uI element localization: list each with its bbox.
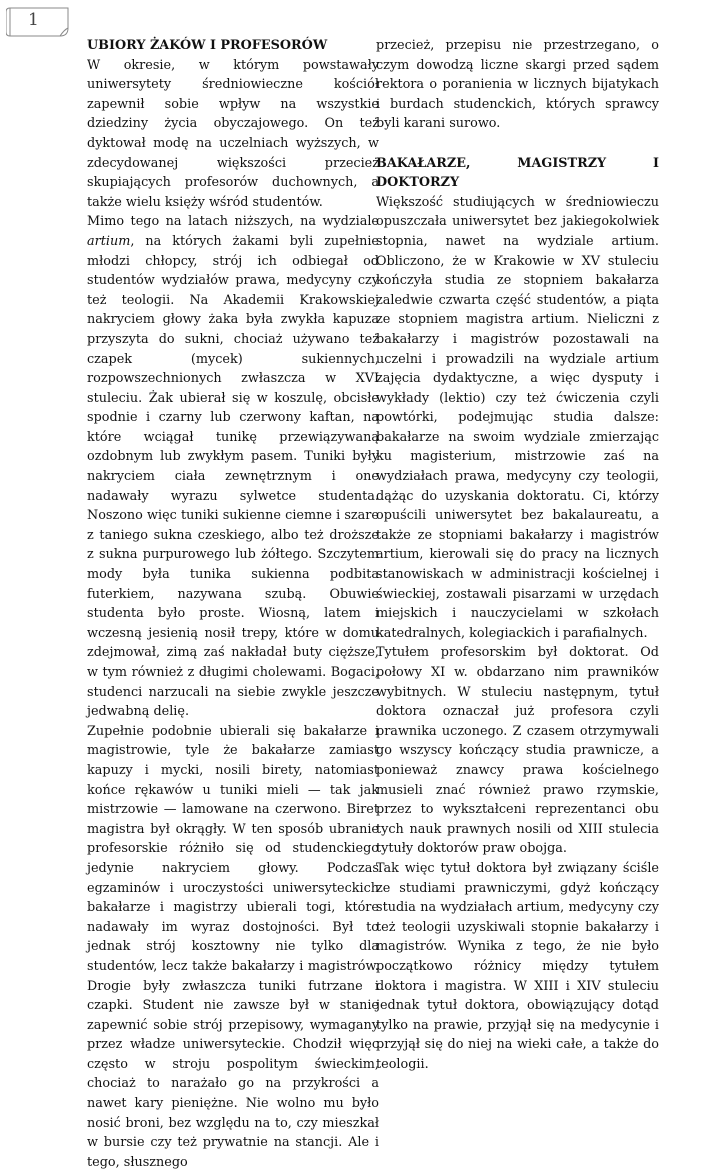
section-heading: UBIORY ŻAKÓW I PROFESORÓW <box>87 38 328 53</box>
italic-term: artium <box>87 233 131 249</box>
spacer <box>376 134 659 154</box>
section-heading: BAKAŁARZE, MAGISTRZY I DOKTORZY <box>376 155 659 191</box>
paragraph: Większość studiujących w średniowieczu opuszczała uniwersytet bez jakiegokolwiek stopnia, nawet na wydziale artium. Obliczono, że w Krakowie w XV stuleciu kończyła studia ze stopniem bakałarza zaledwie czwarta część studentów, a piąta ze stopniem magistra artium. Nieliczni z bakałarzy i magistrów pozostawali na uczelni i prowadzili na wydziale artium zajęcia dydaktyczne, a więc dysputy i wykłady (lektio) czy też ćwiczenia czyli powtórki, podejmując studia dalsze: bakałarze na swoim wydziale zmierzając ku magisterium, mistrzowie zaś na wydziałach prawa, medycyny czy teologii, dążąc do uzyskania doktoratu. Ci, którzy opuścili uniwersytet bez bakalaureatu, a także ze stopniami bakałarzy i magistrów artium, kierowali się do pracy na licznych stanowiskach w administracji kościelnej i świeckiej, zostawali pisarzami w urzędach miejskich i nauczycielami w szkołach katedralnych, kolegiackich i parafialnych. <box>376 194 659 641</box>
paragraph: Tytułem profesorskim był doktorat. Od połowy XI w. obdarzano nim prawników wybitnych. W stuleciu następnym, tytuł doktora oznaczał już profesora czyli prawnika uczonego. Z czasem otrzymywali go wszyscy kończący studia prawnicze, a ponieważ znawcy prawa kościelnego musieli znać również prawo rzymskie, przez to wykształceni reprezentanci obu tych nauk prawnych nosili od XIII stulecia tytuły doktorów praw obojga. <box>376 645 659 857</box>
paragraph <box>87 212 379 721</box>
paragraph: przecież, przepisu nie przestrzegano, o czym dowodzą liczne skargi przed sądem rektora o poranienia w licznych bijatykach i burdach studenckich, których sprawcy byli karani surowo. <box>376 38 659 132</box>
paragraph: Zupełnie podobnie ubierali się bakałarze i magistrowie, tyle że bakałarze zamiast kapuzy i mycki, nosili birety, natomiast końce rękawów u tuniki mieli — tak jak mistrzowie — lamowane na czerwono. Biret magistra był okrągły. W ten sposób ubranie profesorskie różniło się od studenckiego jedynie nakryciem głowy. Podczas egzaminów i uroczystości uniwersyteckich bakałarze i magistrzy ubierali togi, które nadawały im wyraz dostojności. Był to jednak strój kosztowny nie tylko dla studentów, lecz także bakałarzy i magistrów. Drogie były zwłaszcza tuniki futrzane i czapki. Student nie zawsze był w stanie zapewnić sobie strój przepisowy, wymagany przez władze uniwersyteckie. Chodził więc często w stroju pospolitym świeckim, chociaż to narażało go na przykrości a nawet kary pieniężne. Nie wolno mu było nosić broni, bez względu na to, czy mieszkał w bursie czy też prywatnie na stancji. Ale i tego, słusznego <box>87 723 379 1170</box>
paragraph: Tak więc tytuł doktora był związany ściśle ze studiami prawniczymi, gdyż kończący studia na wydziałach artium, medycyny czy też teologii uzyskiwali stopnie bakałarzy i magistrów. Wynika z tego, że nie było początkowo różnicy między tytułem doktora i magistra. W XIII i XIV stuleciu jednak tytuł doktora, obowiązujący dotąd tylko na prawie, przyjął się na medycynie i przyjął się do niej na wieki całe, a także do teologii. <box>376 860 659 1072</box>
page-tab-icon <box>6 4 72 40</box>
right-column <box>376 36 659 1074</box>
paragraph-text: Mimo tego na latach niższych, na wydziale <box>87 214 379 230</box>
page-number: 1 <box>28 10 39 30</box>
paragraph-text: , na których żakami byli zupełnie młodzi chłopcy, strój ich odbiegał od studentów wydziałów prawa, medycyny czy też teologii. Na Akademii Krakowskiej nakryciem głowy żaka była zwykła kapuza przyszyta do sukni, chociaż używano też czapek (mycek) sukiennych, rozpowszechnionych zwłaszcza w XVI stuleciu. Żak ubierał się w koszulę, obcisłe spodnie i czarny lub czerwony kaftan, na które wciągał tunikę przewiązywaną ozdobnym lub zwykłym pasem. Tuniki były nakryciem ciała zewnętrznym i one nadawały wyrazu sylwetce studenta. Noszono więc tuniki sukienne ciemne i szare z taniego sukna czeskiego, albo też droższe z sukna purpurowego lub żółtego. Szczytem mody była tunika sukienna podbita futerkiem, nazywana szubą. Obuwie studenta było proste. Wiosną, latem i wczesną jesienią nosił trepy, które w domu zdejmował, zimą zaś nakładał buty cięższe, w tym również z długimi cholewami. Bogaci, studenci narzucali na siebie zwykle jeszcze jedwabną delię. <box>87 233 379 720</box>
left-column <box>87 36 379 1172</box>
paragraph: W okresie, w którym powstawały uniwersytety średniowieczne kościół zapewnił sobie wpływ na wszystkie dziedziny życia obyczajowego. On też dyktował modę na uczelniach wyższych, w zdecydowanej większości przecież skupiających profesorów duchownych, a także wielu księży wśród studentów. <box>87 57 379 210</box>
